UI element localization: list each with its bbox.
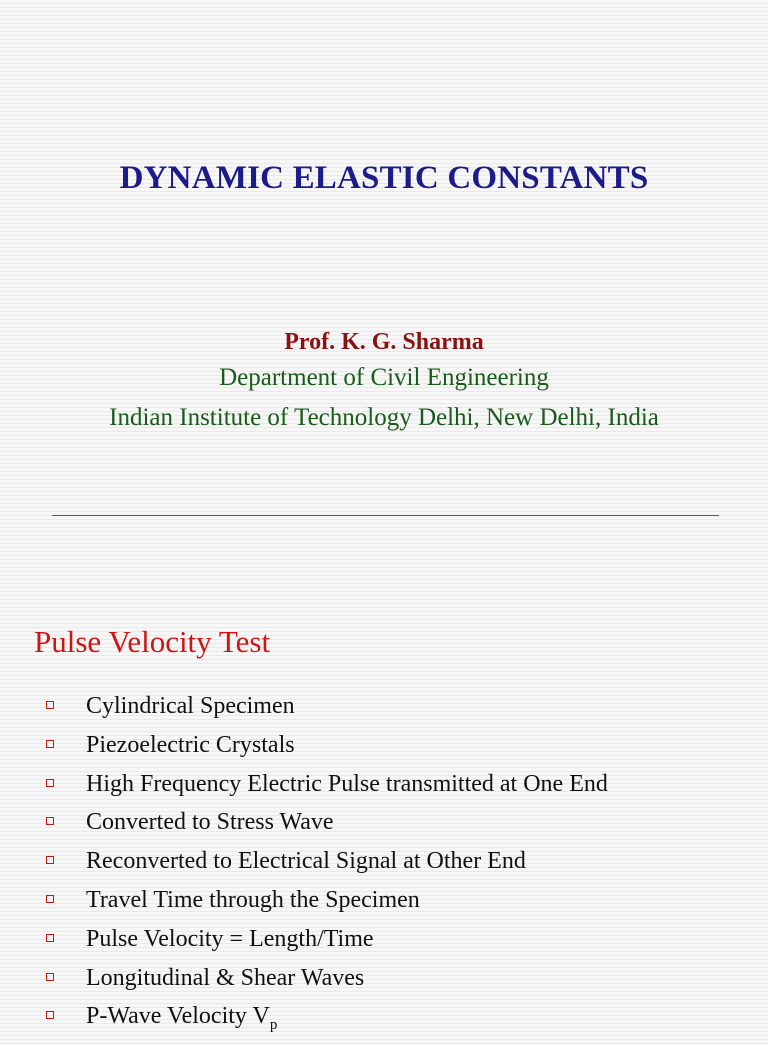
list-item <box>0 726 608 765</box>
section-heading: Pulse Velocity Test <box>34 624 271 659</box>
hollow-square-bullet-icon <box>46 895 54 903</box>
bullet-text: Reconverted to Electrical Signal at Other End <box>86 848 526 875</box>
bullet-text: High Frequency Electric Pulse transmitted at One End <box>86 770 608 797</box>
hollow-square-bullet-icon <box>46 973 54 981</box>
bullet-list <box>0 687 608 1036</box>
institute-name: Indian Institute of Technology Delhi, New Delhi, India <box>109 404 659 431</box>
bullet-subscript: p <box>269 1017 278 1034</box>
list-item <box>0 920 608 959</box>
hollow-square-bullet-icon <box>46 934 54 942</box>
list-item <box>0 765 608 804</box>
bullet-text: P-Wave Velocity V <box>86 1003 270 1030</box>
list-item <box>0 997 608 1036</box>
hollow-square-bullet-icon <box>46 1011 54 1019</box>
list-item <box>0 687 608 726</box>
bullet-text: Travel Time through the Specimen <box>86 886 420 913</box>
bullet-text: Piezoelectric Crystals <box>86 731 295 758</box>
author-name: Prof. K. G. Sharma <box>284 329 484 355</box>
bullet-text: Converted to Stress Wave <box>86 809 334 836</box>
list-item <box>0 959 608 998</box>
hollow-square-bullet-icon <box>46 740 54 748</box>
author-block <box>0 326 768 438</box>
slide-title: DYNAMIC ELASTIC CONSTANTS <box>119 160 649 196</box>
department-name: Department of Civil Engineering <box>219 364 549 391</box>
hollow-square-bullet-icon <box>46 701 54 709</box>
hollow-square-bullet-icon <box>46 856 54 864</box>
bullet-text: Cylindrical Specimen <box>86 693 295 719</box>
hollow-square-bullet-icon <box>46 779 54 787</box>
section-divider <box>52 515 719 516</box>
list-item <box>0 803 608 842</box>
bullet-text: Longitudinal & Shear Waves <box>86 964 365 991</box>
hollow-square-bullet-icon <box>46 817 54 825</box>
list-item <box>0 842 608 881</box>
bullet-text: Pulse Velocity = Length/Time <box>86 925 374 952</box>
list-item <box>0 881 608 920</box>
